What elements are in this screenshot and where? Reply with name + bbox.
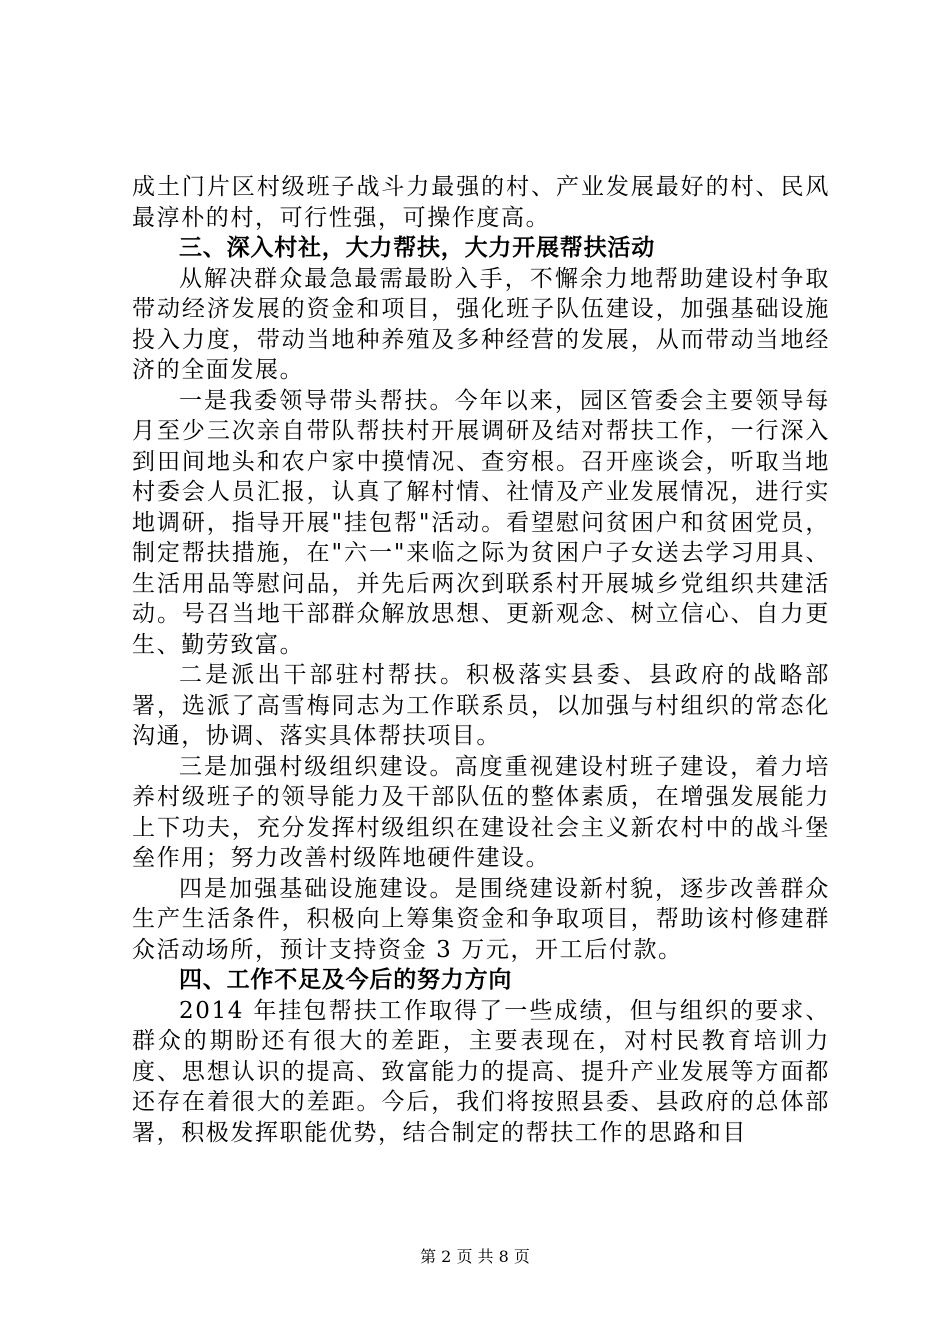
paragraph-point-3: 三是加强村级组织建设。高度重视建设村班子建设，着力培养村级班子的领导能力及干部队伍的整体素质，在增强发展能力上下功夫，充分发挥村级组织在建设社会主义新农村中的战斗堡垒作用；努力改善村级阵地硬件建设。 <box>132 753 830 871</box>
section-heading-3: 三、深入村社，大力帮扶，大力开展帮扶活动 <box>179 235 655 261</box>
paragraph-point-2: 二是派出干部驻村帮扶。积极落实县委、县政府的战略部署，选派了高雪梅同志为工作联系员，以加强与村组织的常态化沟通，协调、落实具体帮扶项目。 <box>132 662 830 749</box>
paragraph-shortcomings: 2014 年挂包帮扶工作取得了一些成绩，但与组织的要求、群众的期盼还有很大的差距，主要表现在，对村民教育培训力度、思想认识的提高、致富能力的提高、提升产业发展等方面都还存在着很大的差距。今后，我们将按照县委、县政府的总体部署，积极发挥职能优势，结合制定的帮扶工作的思路和目 <box>132 997 830 1146</box>
document-body <box>132 172 830 1148</box>
paragraph-continuation: 成土门片区村级班子战斗力最强的村、产业发展最好的村、民风最淳朴的村，可行性强，可操作度高。 <box>132 174 830 231</box>
paragraph-point-1: 一是我委领导带头帮扶。今年以来，园区管委会主要领导每月至少三次亲自带队帮扶村开展调研及结对帮扶工作，一行深入到田间地头和农户家中摸情况、查穷根。召开座谈会，听取当地村委会人员汇报，认真了解村情、社情及产业发展情况，进行实地调研，指导开展"挂包帮"活动。看望慰问贫困户和贫困党员，制定帮扶措施，在"六一"来临之际为贫困户子女送去学习用具、生活用品等慰问品，并先后两次到联系村开展城乡党组织共建活动。号召当地干部群众解放思想、更新观念、树立信心、自力更生、勤劳致富。 <box>132 387 830 658</box>
page-number-footer: 第 2 页 共 8 页 <box>420 1247 530 1266</box>
paragraph-point-4: 四是加强基础设施建设。是围绕建设新村貌，逐步改善群众生产生活条件，积极向上筹集资金和争取项目，帮助该村修建群众活动场所，预计支持资金 3 万元，开工后付款。 <box>132 875 830 963</box>
section-heading-4: 四、工作不足及今后的努力方向 <box>179 967 513 993</box>
paragraph-intro: 从解决群众最急最需最盼入手，不懈余力地帮助建设村争取带动经济发展的资金和项目，强化班子队伍建设，加强基础设施投入力度，带动当地种养殖及多种经营的发展，从而带动当地经济的全面发展。 <box>132 265 830 383</box>
